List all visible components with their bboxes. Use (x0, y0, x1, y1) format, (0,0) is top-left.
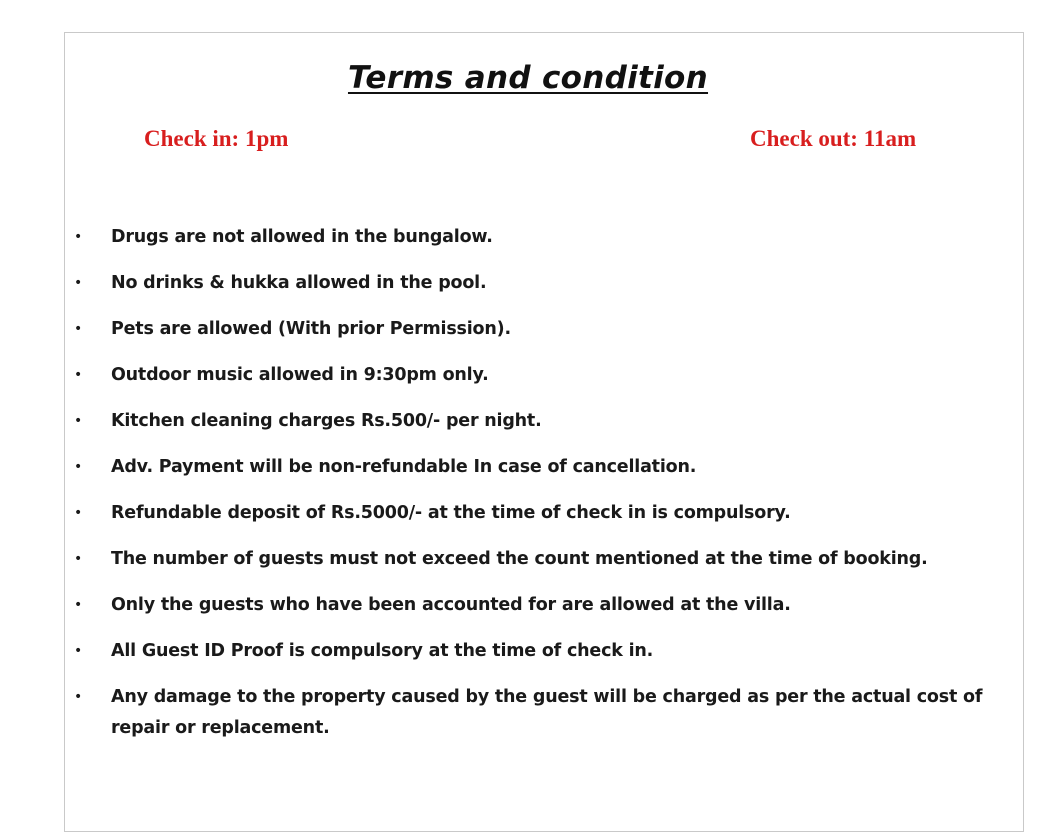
rule-text: Outdoor music allowed in 9:30pm only. (111, 365, 489, 385)
bullet-icon: • (74, 689, 83, 705)
bullet-icon: • (74, 459, 83, 475)
bullet-icon: • (74, 505, 83, 521)
rule-text: Adv. Payment will be non-refundable In case of cancellation. (111, 457, 697, 477)
bullet-icon: • (74, 367, 83, 383)
bullet-icon: • (74, 413, 83, 429)
rule-text: Drugs are not allowed in the bungalow. (111, 227, 493, 247)
rule-item (70, 498, 1010, 529)
rule-item (70, 360, 1010, 391)
rule-text: All Guest ID Proof is compulsory at the time of check in. (111, 641, 654, 661)
rule-item (70, 590, 1010, 621)
bullet-icon: • (74, 551, 83, 567)
bullet-icon: • (74, 643, 83, 659)
bullet-icon: • (74, 597, 83, 613)
rule-item (70, 314, 1010, 345)
rule-text: Refundable deposit of Rs.5000/- at the time of check in is compulsory. (111, 503, 791, 523)
rule-item (70, 406, 1010, 437)
rule-text: Any damage to the property caused by the guest will be charged as per the actual cost of repair or replacement. (111, 687, 983, 738)
rule-item (70, 452, 1010, 483)
check-in-time: Check in: 1pm (144, 126, 289, 151)
rule-text: Only the guests who have been accounted for are allowed at the villa. (111, 595, 791, 615)
bullet-icon: • (74, 275, 83, 291)
rule-item (70, 636, 1010, 667)
rule-text: Kitchen cleaning charges Rs.500/- per night. (111, 411, 542, 431)
bullet-icon: • (74, 229, 83, 245)
rules-list (70, 222, 1010, 759)
rule-text: No drinks & hukka allowed in the pool. (111, 273, 487, 293)
rule-text: Pets are allowed (With prior Permission). (111, 319, 511, 339)
page-title: Terms and condition (347, 60, 709, 96)
check-out-time: Check out: 11am (750, 126, 917, 151)
rule-item (70, 544, 1010, 575)
bullet-icon: • (74, 321, 83, 337)
rule-text: The number of guests must not exceed the count mentioned at the time of booking. (111, 549, 928, 569)
rule-item (70, 682, 1010, 744)
rule-item (70, 268, 1010, 299)
rule-item (70, 222, 1010, 253)
